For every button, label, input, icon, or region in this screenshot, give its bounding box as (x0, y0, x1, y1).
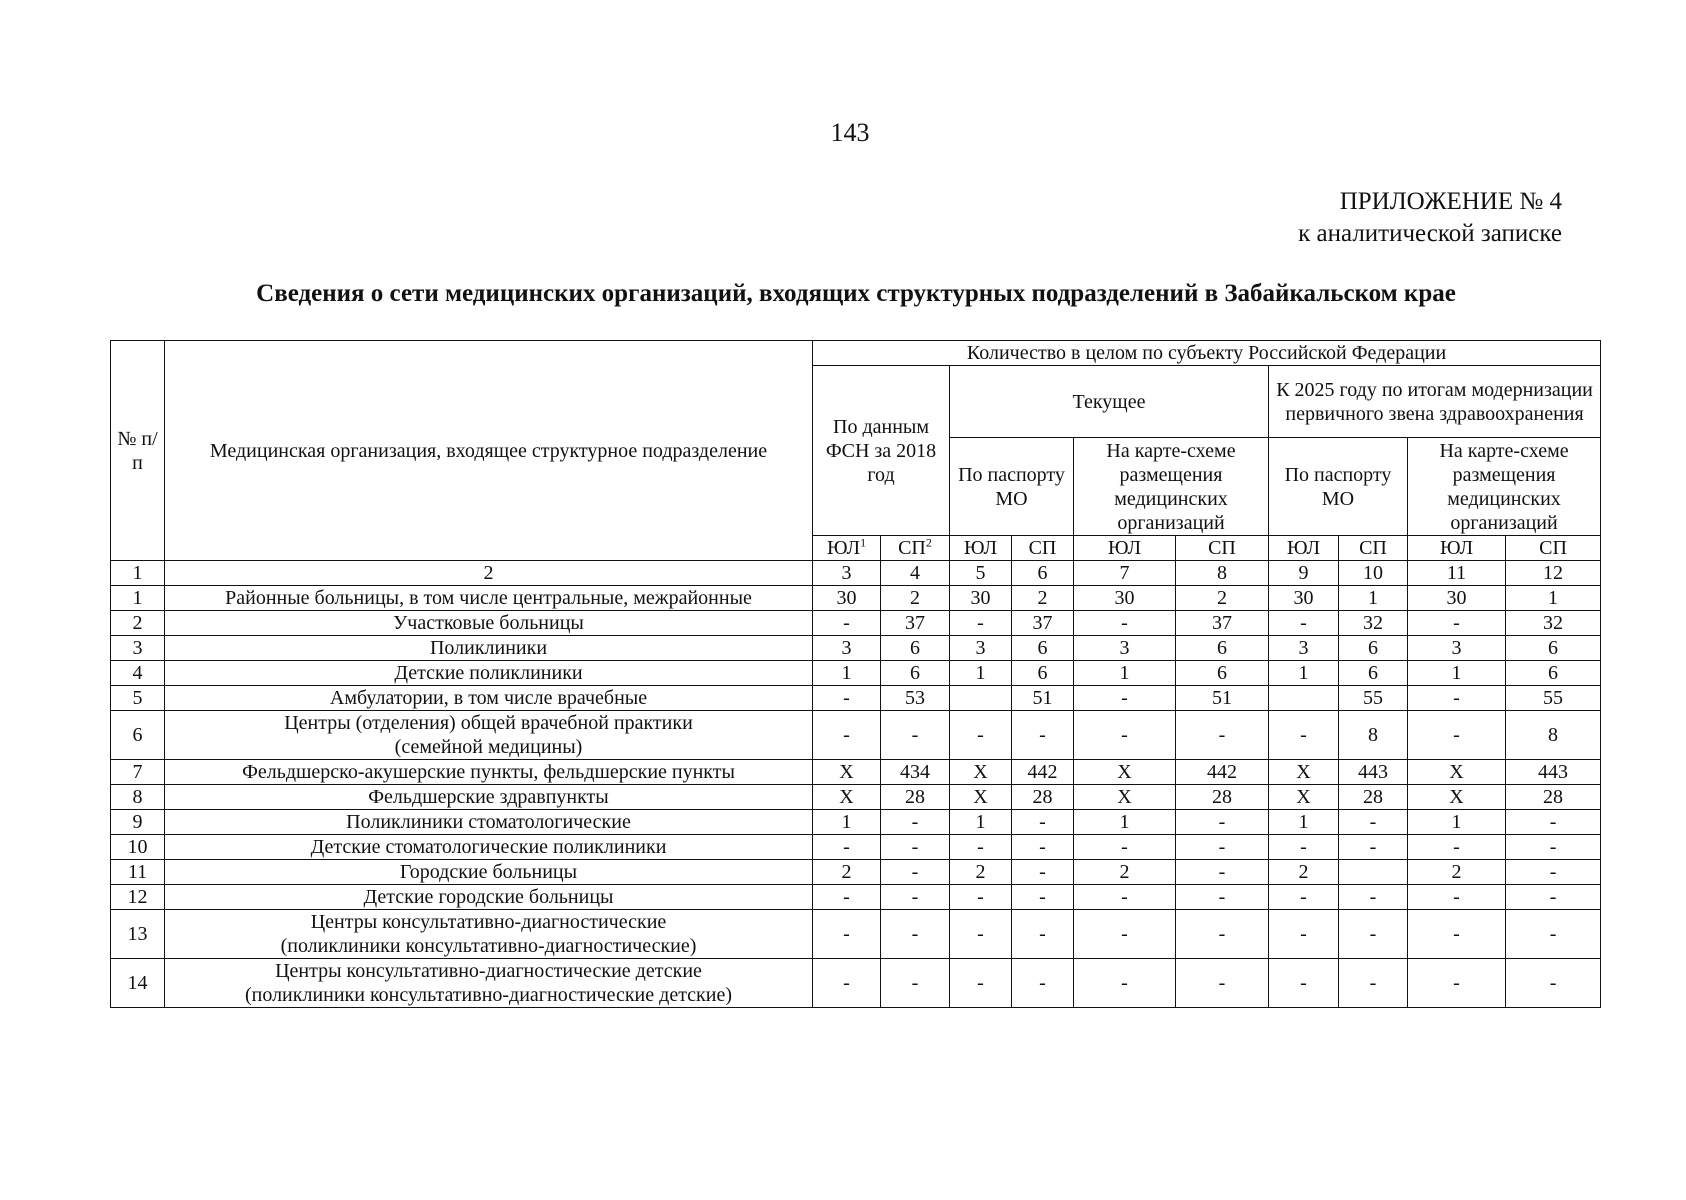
cell-value: 6 (1176, 636, 1269, 661)
cell-value: - (813, 910, 881, 959)
cell-value: 55 (1339, 686, 1408, 711)
cell-value: - (1012, 910, 1074, 959)
appendix-line-2: к аналитической записке (1298, 220, 1562, 247)
cell-value: 2 (813, 860, 881, 885)
cell-value (950, 686, 1012, 711)
cell-value: 32 (1339, 611, 1408, 636)
header-yul-current-passport: ЮЛ (950, 536, 1012, 561)
cell-value: - (1176, 860, 1269, 885)
cell-value: - (1339, 835, 1408, 860)
table-row (111, 860, 1601, 885)
organization-name (165, 711, 813, 760)
column-number: 2 (165, 561, 813, 586)
cell-value: 37 (1176, 611, 1269, 636)
organization-name: Районные больницы, в том числе центральные, межрайонные (165, 586, 813, 611)
column-number: 3 (813, 561, 881, 586)
organization-name-line: Центры консультативно-диагностические (310, 911, 667, 933)
row-number: 10 (111, 835, 165, 860)
row-number: 12 (111, 885, 165, 910)
header-yul-2025-map: ЮЛ (1408, 536, 1506, 561)
organization-name: Участковые больницы (165, 611, 813, 636)
cell-value: - (950, 959, 1012, 1008)
cell-value: - (1074, 959, 1176, 1008)
table-body (111, 561, 1601, 1008)
table-row (111, 686, 1601, 711)
cell-value: 1 (1408, 661, 1506, 686)
cell-value: - (1269, 910, 1339, 959)
cell-value: - (1408, 686, 1506, 711)
cell-value (1269, 686, 1339, 711)
cell-value: 6 (1176, 661, 1269, 686)
cell-value: 3 (813, 636, 881, 661)
row-number: 14 (111, 959, 165, 1008)
cell-value: 6 (1339, 661, 1408, 686)
organization-name: Фельдшерские здравпункты (165, 785, 813, 810)
cell-value: - (950, 910, 1012, 959)
column-number: 8 (1176, 561, 1269, 586)
table-row (111, 661, 1601, 686)
cell-value: 443 (1339, 760, 1408, 785)
cell-value: - (1408, 910, 1506, 959)
cell-value: 28 (881, 785, 950, 810)
cell-value: 3 (950, 636, 1012, 661)
footnote-1-mark: 1 (860, 535, 867, 550)
cell-value: X (1269, 760, 1339, 785)
table-row (111, 586, 1601, 611)
page-number: 143 (830, 118, 870, 147)
header-organization: Медицинская организация, входящее структурное подразделение (165, 341, 813, 561)
cell-value: - (1506, 835, 1601, 860)
cell-value: 443 (1506, 760, 1601, 785)
cell-value: - (1269, 835, 1339, 860)
cell-value: - (1408, 885, 1506, 910)
cell-value: - (813, 611, 881, 636)
row-number: 5 (111, 686, 165, 711)
cell-value: - (950, 885, 1012, 910)
organization-name: Фельдшерско-акушерские пункты, фельдшерские пункты (165, 760, 813, 785)
cell-value: - (813, 686, 881, 711)
column-number: 4 (881, 561, 950, 586)
header-2025-passport: По паспорту МО (1269, 438, 1408, 536)
cell-value: - (881, 885, 950, 910)
header-yul-fsn (813, 536, 881, 561)
cell-value: - (950, 835, 1012, 860)
organization-name: Поликлиники (165, 636, 813, 661)
cell-value: - (881, 711, 950, 760)
organization-name: Детские поликлиники (165, 661, 813, 686)
medical-network-table (110, 340, 1601, 1008)
cell-value: X (813, 760, 881, 785)
cell-value: - (1176, 810, 1269, 835)
cell-value: - (950, 711, 1012, 760)
cell-value: - (1408, 611, 1506, 636)
header-sp-fsn (881, 536, 950, 561)
cell-value: 6 (881, 661, 950, 686)
cell-value: - (1339, 885, 1408, 910)
cell-value: - (881, 910, 950, 959)
cell-value: - (1408, 959, 1506, 1008)
cell-value: 1 (1074, 661, 1176, 686)
cell-value: 1 (1339, 586, 1408, 611)
organization-name: Детские стоматологические поликлиники (165, 835, 813, 860)
cell-value: X (1408, 760, 1506, 785)
cell-value: 2 (1269, 860, 1339, 885)
cell-value: 434 (881, 760, 950, 785)
cell-value: - (950, 611, 1012, 636)
table-row (111, 885, 1601, 910)
cell-value: 6 (881, 636, 950, 661)
header-fsn-2018: По данным ФСН за 2018 год (813, 366, 950, 536)
table-row (111, 959, 1601, 1008)
row-number: 3 (111, 636, 165, 661)
cell-value: - (1074, 835, 1176, 860)
appendix-line-1: ПРИЛОЖЕНИЕ № 4 (1339, 188, 1562, 215)
cell-value: 37 (1012, 611, 1074, 636)
cell-value: 30 (1269, 586, 1339, 611)
cell-value: - (1012, 959, 1074, 1008)
cell-value: 1 (1408, 810, 1506, 835)
header-current-passport: По паспорту МО (950, 438, 1074, 536)
cell-value: 3 (1074, 636, 1176, 661)
table-row (111, 636, 1601, 661)
cell-value: - (1176, 885, 1269, 910)
organization-name (165, 959, 813, 1008)
column-number-row (111, 561, 1601, 586)
cell-value: 6 (1012, 636, 1074, 661)
column-number: 10 (1339, 561, 1408, 586)
cell-value: X (950, 760, 1012, 785)
cell-value: 8 (1339, 711, 1408, 760)
cell-value: X (1074, 785, 1176, 810)
organization-name-line: (поликлиники консультативно-диагностические детские) (244, 984, 733, 1006)
header-sp-2025-map: СП (1506, 536, 1601, 561)
cell-value: 37 (881, 611, 950, 636)
header-yul-2025-passport: ЮЛ (1269, 536, 1339, 561)
cell-value: - (1012, 885, 1074, 910)
column-number: 7 (1074, 561, 1176, 586)
cell-value: 30 (950, 586, 1012, 611)
header-sp-current-passport: СП (1012, 536, 1074, 561)
organization-name-line: (семейной медицины) (394, 736, 583, 758)
cell-value: - (1506, 959, 1601, 1008)
table-row (111, 910, 1601, 959)
cell-value: 53 (881, 686, 950, 711)
cell-value: 28 (1176, 785, 1269, 810)
table-header (111, 341, 1601, 561)
cell-value: 51 (1176, 686, 1269, 711)
column-number: 12 (1506, 561, 1601, 586)
cell-value: 1 (1506, 586, 1601, 611)
table-row (111, 760, 1601, 785)
cell-value: 1 (1269, 810, 1339, 835)
table-row (111, 810, 1601, 835)
cell-value: - (1176, 959, 1269, 1008)
cell-value: - (1506, 810, 1601, 835)
row-number: 9 (111, 810, 165, 835)
cell-value: 1 (813, 661, 881, 686)
cell-value: X (813, 785, 881, 810)
cell-value: - (1012, 810, 1074, 835)
cell-value: - (1176, 910, 1269, 959)
cell-value: 2 (1408, 860, 1506, 885)
column-number: 6 (1012, 561, 1074, 586)
cell-value: 30 (1074, 586, 1176, 611)
cell-value: X (1269, 785, 1339, 810)
cell-value: - (1074, 711, 1176, 760)
header-num: № п/п (111, 341, 165, 561)
cell-value: 3 (1269, 636, 1339, 661)
cell-value: 6 (1012, 661, 1074, 686)
cell-value: - (1176, 835, 1269, 860)
cell-value: - (1176, 711, 1269, 760)
cell-value: - (813, 959, 881, 1008)
cell-value: 1 (950, 810, 1012, 835)
cell-value: 1 (1269, 661, 1339, 686)
header-total: Количество в целом по субъекту Российской Федерации (813, 341, 1601, 366)
cell-value: 32 (1506, 611, 1601, 636)
row-number: 6 (111, 711, 165, 760)
cell-value: - (881, 835, 950, 860)
cell-value: - (1506, 910, 1601, 959)
cell-value: 30 (813, 586, 881, 611)
organization-name-line: Центры (отделения) общей врачебной практики (284, 712, 693, 734)
row-number: 2 (111, 611, 165, 636)
cell-value: - (1269, 959, 1339, 1008)
header-sp-current-map: СП (1176, 536, 1269, 561)
cell-value: 2 (1176, 586, 1269, 611)
column-number: 5 (950, 561, 1012, 586)
row-number: 1 (111, 586, 165, 611)
cell-value: 2 (881, 586, 950, 611)
header-sp-2025-passport: СП (1339, 536, 1408, 561)
cell-value: - (1074, 910, 1176, 959)
organization-name: Амбулатории, в том числе врачебные (165, 686, 813, 711)
cell-value: 3 (1408, 636, 1506, 661)
header-current-map: На карте-схеме размещения медицинских организаций (1074, 438, 1269, 536)
cell-value: 442 (1012, 760, 1074, 785)
header-yul-current-map: ЮЛ (1074, 536, 1176, 561)
cell-value: - (1408, 835, 1506, 860)
row-number: 7 (111, 760, 165, 785)
cell-value: - (813, 885, 881, 910)
cell-value: 55 (1506, 686, 1601, 711)
cell-value: - (881, 959, 950, 1008)
cell-value: 6 (1506, 636, 1601, 661)
table-row (111, 785, 1601, 810)
cell-value: - (1408, 711, 1506, 760)
cell-value: - (1074, 885, 1176, 910)
header-by-2025: К 2025 году по итогам модернизации первичного звена здравоохранения (1269, 366, 1601, 438)
cell-value: - (1269, 885, 1339, 910)
cell-value: - (1074, 686, 1176, 711)
yul-label: ЮЛ (826, 537, 861, 559)
header-current: Текущее (950, 366, 1269, 438)
organization-name: Поликлиники стоматологические (165, 810, 813, 835)
cell-value: - (1269, 611, 1339, 636)
cell-value: 6 (1506, 661, 1601, 686)
column-number: 11 (1408, 561, 1506, 586)
cell-value: 2 (1074, 860, 1176, 885)
cell-value: 8 (1506, 711, 1601, 760)
organization-name: Городские больницы (165, 860, 813, 885)
cell-value: - (1012, 835, 1074, 860)
cell-value: - (813, 711, 881, 760)
cell-value: - (1012, 711, 1074, 760)
header-2025-map: На карте-схеме размещения медицинских организаций (1408, 438, 1601, 536)
cell-value: 6 (1339, 636, 1408, 661)
cell-value: - (1074, 611, 1176, 636)
cell-value: - (1012, 860, 1074, 885)
organization-name-line: (поликлиники консультативно-диагностические) (280, 935, 697, 957)
appendix-heading (1298, 186, 1562, 250)
column-number: 1 (111, 561, 165, 586)
cell-value: - (881, 860, 950, 885)
cell-value: 51 (1012, 686, 1074, 711)
cell-value: 442 (1176, 760, 1269, 785)
row-number: 11 (111, 860, 165, 885)
organization-name-line: Центры консультативно-диагностические детские (275, 960, 702, 982)
cell-value: X (950, 785, 1012, 810)
cell-value: 2 (950, 860, 1012, 885)
cell-value: 28 (1339, 785, 1408, 810)
column-number: 9 (1269, 561, 1339, 586)
cell-value: - (1339, 959, 1408, 1008)
cell-value: 1 (950, 661, 1012, 686)
organization-name: Детские городские больницы (165, 885, 813, 910)
cell-value: 28 (1012, 785, 1074, 810)
cell-value: - (1339, 810, 1408, 835)
sp-label: СП (898, 537, 926, 559)
table-row (111, 835, 1601, 860)
organization-name (165, 910, 813, 959)
cell-value: 1 (813, 810, 881, 835)
cell-value: X (1408, 785, 1506, 810)
cell-value: - (813, 835, 881, 860)
row-number: 8 (111, 785, 165, 810)
cell-value: 2 (1012, 586, 1074, 611)
row-number: 4 (111, 661, 165, 686)
cell-value: - (1339, 910, 1408, 959)
cell-value: 30 (1408, 586, 1506, 611)
cell-value: 28 (1506, 785, 1601, 810)
cell-value: - (881, 810, 950, 835)
row-number: 13 (111, 910, 165, 959)
cell-value: - (1506, 860, 1601, 885)
cell-value: - (1269, 711, 1339, 760)
table-row (111, 711, 1601, 760)
cell-value (1339, 860, 1408, 885)
footnote-2-mark: 2 (925, 535, 932, 550)
cell-value: X (1074, 760, 1176, 785)
cell-value: 1 (1074, 810, 1176, 835)
document-title: Сведения о сети медицинских организаций, входящих структурных подразделений в Забайкальском крае (256, 280, 1456, 307)
cell-value: - (1506, 885, 1601, 910)
table-row (111, 611, 1601, 636)
